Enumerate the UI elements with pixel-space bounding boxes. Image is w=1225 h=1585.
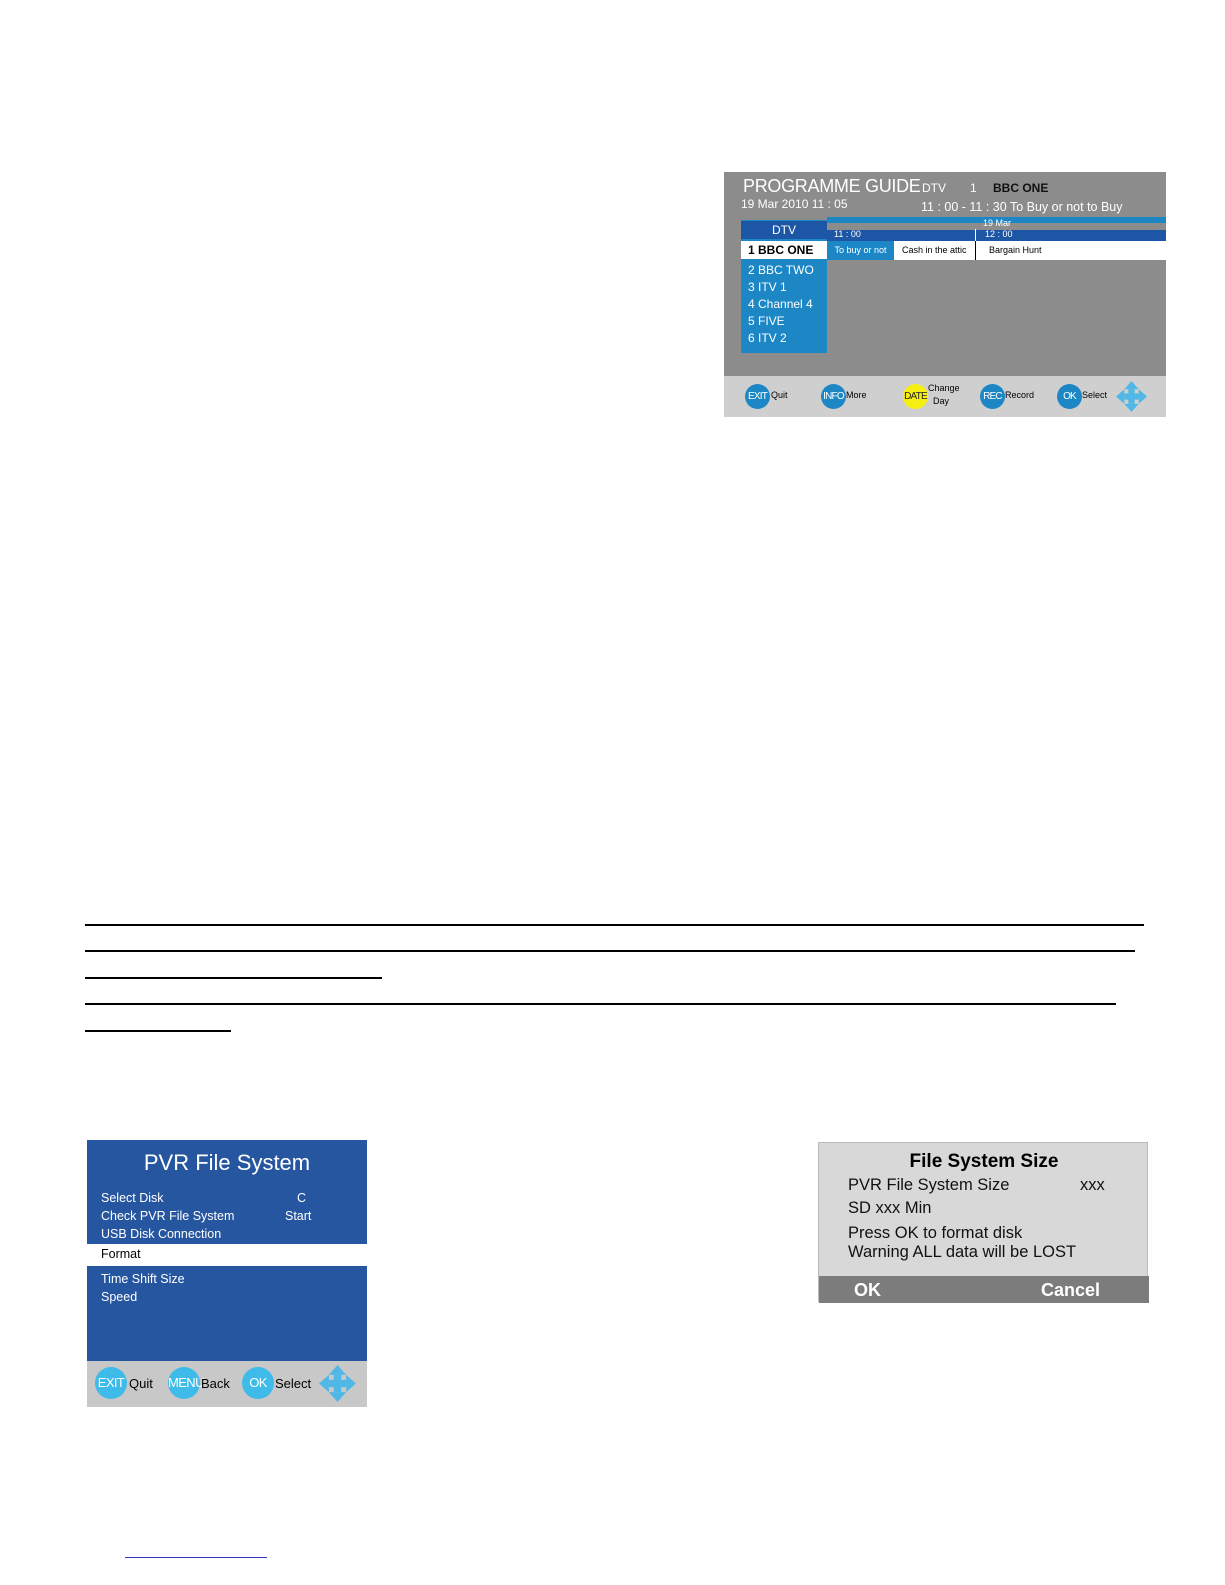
menu-key-icon[interactable]: MENU bbox=[168, 1367, 200, 1399]
programme-divider bbox=[975, 241, 976, 260]
underline-2 bbox=[85, 950, 1135, 952]
rec-key-icon[interactable]: REC bbox=[980, 384, 1005, 409]
menu-value-check: Start bbox=[285, 1209, 312, 1223]
guide-title: PROGRAMME GUIDE bbox=[743, 176, 921, 196]
channel-item[interactable]: 5 FIVE bbox=[748, 314, 785, 328]
programme-guide-screen bbox=[724, 172, 1166, 417]
exit-key-icon[interactable]: EXIT bbox=[95, 1367, 127, 1399]
channel-item[interactable]: 6 ITV 2 bbox=[748, 331, 787, 345]
programme-cell[interactable]: Bargain Hunt bbox=[989, 245, 1042, 255]
sd-line: SD xxx Min bbox=[848, 1199, 932, 1217]
timeline-date: 19 Mar bbox=[983, 218, 1012, 228]
key-label-quit: Quit bbox=[771, 390, 788, 400]
key-label-change: Change bbox=[928, 383, 960, 393]
guide-source: DTV bbox=[922, 181, 946, 195]
footnote-separator bbox=[125, 1557, 267, 1558]
guide-date-time: 19 Mar 2010 11 : 05 bbox=[741, 197, 848, 211]
move-arrows-icon bbox=[1116, 381, 1147, 412]
key-label-select: Select bbox=[1082, 390, 1108, 400]
exit-key-icon[interactable]: EXIT bbox=[745, 384, 770, 409]
channel-item[interactable]: 4 Channel 4 bbox=[748, 297, 813, 311]
menu-item-usb-disk[interactable]: USB Disk Connection bbox=[101, 1227, 222, 1241]
info-key-icon[interactable]: INFO bbox=[821, 384, 846, 409]
key-label-quit: Quit bbox=[129, 1376, 153, 1391]
programme-cell[interactable]: Cash in the attic bbox=[902, 245, 967, 255]
timeline-time-1: 11 : 00 bbox=[834, 229, 861, 239]
menu-item-check-pvr[interactable]: Check PVR File System bbox=[101, 1209, 235, 1223]
ok-key-icon[interactable]: OK bbox=[1057, 384, 1082, 409]
channel-item[interactable]: 3 ITV 1 bbox=[748, 280, 787, 294]
channel-item-selected[interactable]: 1 BBC ONE bbox=[741, 241, 827, 259]
format-prompt: Press OK to format disk bbox=[848, 1224, 1023, 1242]
underline-4 bbox=[85, 1003, 1116, 1005]
underline-5 bbox=[85, 1030, 231, 1032]
key-label-select: Select bbox=[275, 1376, 312, 1391]
size-value: xxx bbox=[1080, 1176, 1105, 1194]
ok-key-icon[interactable]: OK bbox=[242, 1367, 274, 1399]
underline-1 bbox=[85, 924, 1144, 926]
menu-item-speed[interactable]: Speed bbox=[101, 1290, 138, 1304]
menu-value-disk: C bbox=[297, 1191, 307, 1205]
size-label: PVR File System Size bbox=[848, 1176, 1010, 1194]
channel-list-header: DTV bbox=[741, 221, 827, 239]
dialog-title: File System Size bbox=[909, 1151, 1059, 1172]
menu-item-select-disk[interactable]: Select Disk bbox=[101, 1191, 164, 1205]
pvr-menu-title: PVR File System bbox=[143, 1150, 311, 1175]
pvr-file-system-menu bbox=[87, 1140, 367, 1407]
channel-item[interactable]: 2 BBC TWO bbox=[748, 263, 814, 277]
underline-3 bbox=[85, 977, 382, 979]
timeline-time-2: 12 : 00 bbox=[985, 229, 1013, 239]
date-key-icon[interactable]: DATE bbox=[903, 384, 928, 409]
file-system-size-dialog bbox=[818, 1142, 1148, 1302]
programme-cell-selected[interactable]: To buy or not bbox=[827, 241, 894, 260]
key-label-more: More bbox=[846, 390, 867, 400]
menu-item-time-shift[interactable]: Time Shift Size bbox=[101, 1272, 185, 1286]
cancel-button[interactable]: Cancel bbox=[1041, 1280, 1101, 1300]
menu-item-format[interactable]: Format bbox=[101, 1247, 141, 1261]
move-arrows-icon bbox=[318, 1365, 357, 1402]
ok-button[interactable]: OK bbox=[854, 1280, 881, 1300]
key-label-record: Record bbox=[1005, 390, 1035, 400]
key-label-back: Back bbox=[201, 1376, 230, 1391]
data-loss-warning: Warning ALL data will be LOST bbox=[848, 1243, 1077, 1261]
guide-channel-name: BBC ONE bbox=[993, 181, 1049, 195]
key-label-day: Day bbox=[933, 396, 950, 406]
guide-now-programme: 11 : 00 - 11 : 30 To Buy or not to Buy bbox=[921, 200, 1123, 214]
guide-channel-number: 1 bbox=[970, 181, 977, 195]
